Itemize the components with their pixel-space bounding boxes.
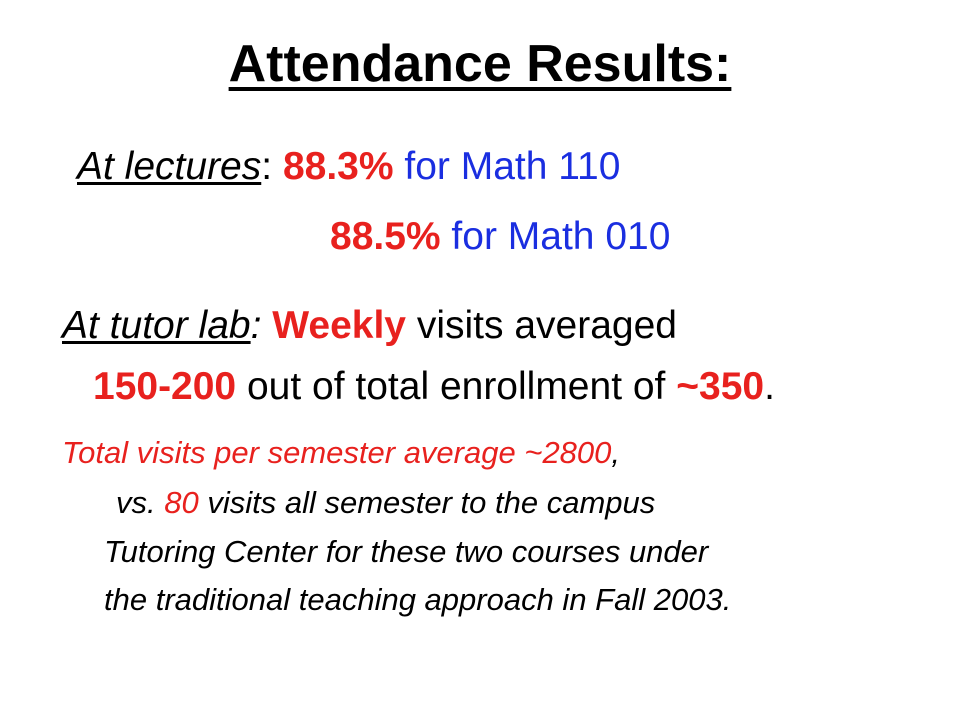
- tutor-lab-label: At tutor lab: [62, 304, 251, 347]
- lectures-label: At lectures: [77, 145, 262, 188]
- notes-line-2: [116, 487, 655, 518]
- weekly-word: Weekly: [272, 304, 406, 347]
- tutor-lab-colon: :: [250, 304, 262, 347]
- notes-line-3: Tutoring Center for these two courses under: [104, 534, 709, 569]
- tutor-lab-line-2: [93, 367, 775, 406]
- tutor-lab-line-1: [62, 306, 677, 345]
- lectures-colon: :: [261, 145, 273, 188]
- total-enrollment: ~350: [676, 365, 765, 408]
- math010-percent: 88.5%: [330, 215, 441, 258]
- lectures-line-math110: [77, 147, 620, 186]
- visits-averaged-text: visits averaged: [406, 304, 677, 347]
- enrollment-text: out of total enrollment of: [236, 365, 677, 408]
- visits-number: 80: [164, 485, 199, 520]
- notes-line-1: [62, 437, 620, 468]
- lectures-line-math010: [330, 217, 670, 256]
- visit-range: 150-200: [93, 365, 237, 408]
- campus-visits-text: visits all semester to the campus: [198, 485, 656, 520]
- math110-percent: 88.3%: [282, 145, 394, 188]
- notes-comma: ,: [611, 435, 621, 470]
- total-visits-text: Total visits per semester average ~2800: [62, 435, 612, 470]
- page-title: Attendance Results:: [228, 35, 732, 93]
- math010-course: for Math 010: [440, 215, 671, 258]
- period: .: [764, 365, 775, 408]
- notes-line-4: the traditional teaching approach in Fall 2003.: [104, 582, 732, 617]
- math110-course: for Math 110: [393, 145, 621, 188]
- vs-prefix: vs.: [116, 485, 165, 520]
